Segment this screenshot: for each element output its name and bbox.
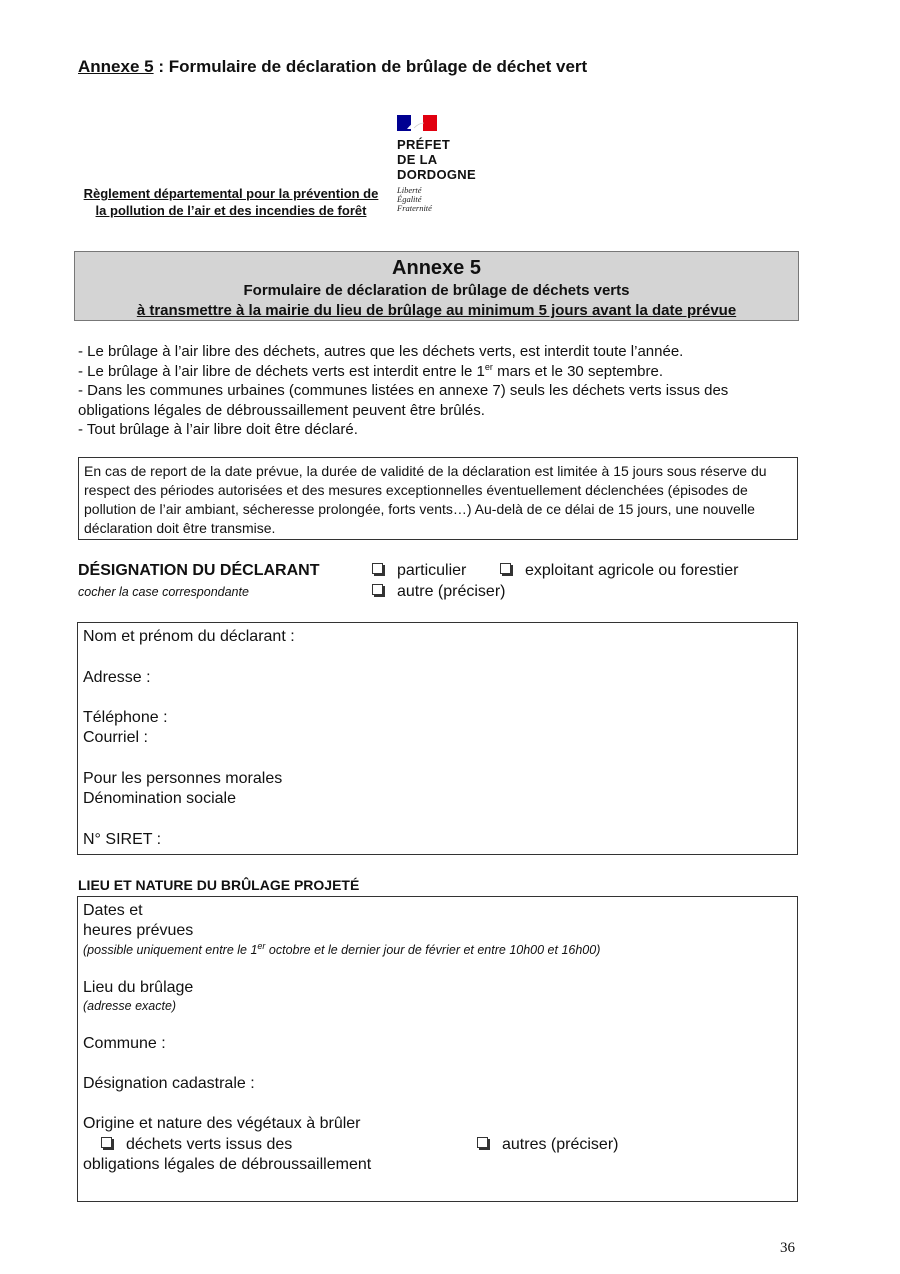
banner-instruction: à transmettre à la mairie du lieu de brûlage au minimum 5 jours avant la date prévue (136, 302, 737, 319)
rule-4: - Tout brûlage à l’air libre doit être déclaré. (78, 421, 358, 438)
courriel-field-label[interactable]: Courriel : (83, 729, 148, 747)
cadastrale-field-label[interactable]: Désignation cadastrale : (83, 1075, 255, 1093)
banner-title: Annexe 5 (392, 257, 481, 279)
option-label: exploitant agricole ou forestier (525, 562, 739, 579)
nom-field-label[interactable]: Nom et prénom du déclarant : (83, 628, 295, 645)
checkbox-icon[interactable] (477, 1137, 488, 1148)
personnes-morales-label: Pour les personnes morales (83, 770, 283, 788)
vegetation-options (83, 1135, 792, 1175)
checkbox-icon[interactable] (500, 563, 511, 574)
origine-label: Origine et nature des végétaux à brûler (83, 1115, 361, 1133)
identity-box (77, 622, 798, 855)
rule-2: - Le brûlage à l’air libre de déchets verts est interdit entre le 1er mars et le 30 septembre. (78, 361, 663, 380)
lieu-field-label[interactable]: Lieu du brûlage (83, 978, 194, 996)
declarant-hint: cocher la case correspondante (78, 585, 249, 599)
heading-separator: : (153, 57, 169, 76)
option-debroussaillement[interactable] (83, 1135, 463, 1176)
logo-line-3: DORDOGNE (397, 167, 476, 182)
checkbox-icon[interactable] (372, 584, 383, 595)
page-heading (78, 57, 587, 77)
motto-egalite: Égalité (397, 194, 422, 204)
declarant-title: DÉSIGNATION DU DÉCLARANT (78, 562, 320, 579)
rules-list (78, 342, 798, 440)
telephone-field-label[interactable]: Téléphone : (83, 709, 168, 727)
logo-line-2: DE LA (397, 152, 438, 167)
dates-note: (possible uniquement entre le 1er octobre et le dernier jour de février et entre 10h00 et 16h00) (83, 940, 601, 957)
option-autres[interactable] (477, 1135, 618, 1155)
lieu-section-title: LIEU ET NATURE DU BRÛLAGE PROJETÉ (78, 877, 360, 893)
rule-3: - Dans les communes urbaines (communes listées en annexe 7) seuls les déchets verts issus des obligations légales de débroussaillement peuvent être brûlés. (78, 382, 729, 419)
logo-line-1: PRÉFET (397, 137, 451, 152)
option-label: particulier (397, 562, 467, 579)
checkbox-icon[interactable] (101, 1137, 112, 1148)
denomination-field-label[interactable]: Dénomination sociale (83, 790, 236, 808)
motto-liberte: Liberté (397, 185, 422, 195)
checkbox-icon[interactable] (372, 563, 383, 574)
option-particulier[interactable] (372, 562, 466, 580)
dates-label: Dates et (83, 902, 143, 919)
prefet-logo (397, 115, 517, 213)
lieu-note: (adresse exacte) (83, 998, 177, 1013)
motto-fraternite: Fraternité (397, 203, 432, 213)
validity-notice: En cas de report de la date prévue, la durée de validité de la déclaration est limitée à 15 jours sous réserve du respect des périodes autorisées et des mesures exceptionnelles éventuellement déclenchées (épisodes de pollution de l’air ambiant, sécheresse prolongée, forts vents…) Au-delà de ce délai de 15 jours, une nouvelle déclaration doit être transmise. (78, 457, 798, 540)
banner-subtitle: Formulaire de déclaration de brûlage de déchets verts (243, 282, 630, 299)
lieu-box (77, 896, 798, 1202)
option-label: autres (préciser) (502, 1135, 619, 1153)
adresse-field-label[interactable]: Adresse : (83, 668, 151, 686)
option-exploitant[interactable] (500, 562, 738, 580)
commune-field-label[interactable]: Commune : (83, 1034, 166, 1052)
heading-title: Formulaire de déclaration de brûlage de déchet vert (168, 57, 588, 76)
reglement-title: Règlement départemental pour la prévention de la pollution de l’air et des incendies de forêt (83, 186, 379, 218)
annexe-label: Annexe 5 (78, 57, 154, 76)
siret-field-label[interactable]: N° SIRET : (83, 830, 162, 848)
option-label: déchets verts issus des (126, 1135, 293, 1153)
marianne-flag-icon (397, 115, 437, 131)
rule-1: - Le brûlage à l’air libre des déchets, autres que les déchets verts, est interdit toute l’année. (78, 343, 684, 360)
annexe-banner (74, 251, 799, 321)
heures-field-label[interactable]: heures prévues (83, 922, 194, 940)
option-autre[interactable] (372, 583, 505, 601)
logo-motto (397, 186, 517, 213)
option-label: autre (préciser) (397, 583, 506, 600)
page-number: 36 (780, 1240, 795, 1256)
option-label-continued: obligations légales de débroussaillement (83, 1156, 372, 1174)
